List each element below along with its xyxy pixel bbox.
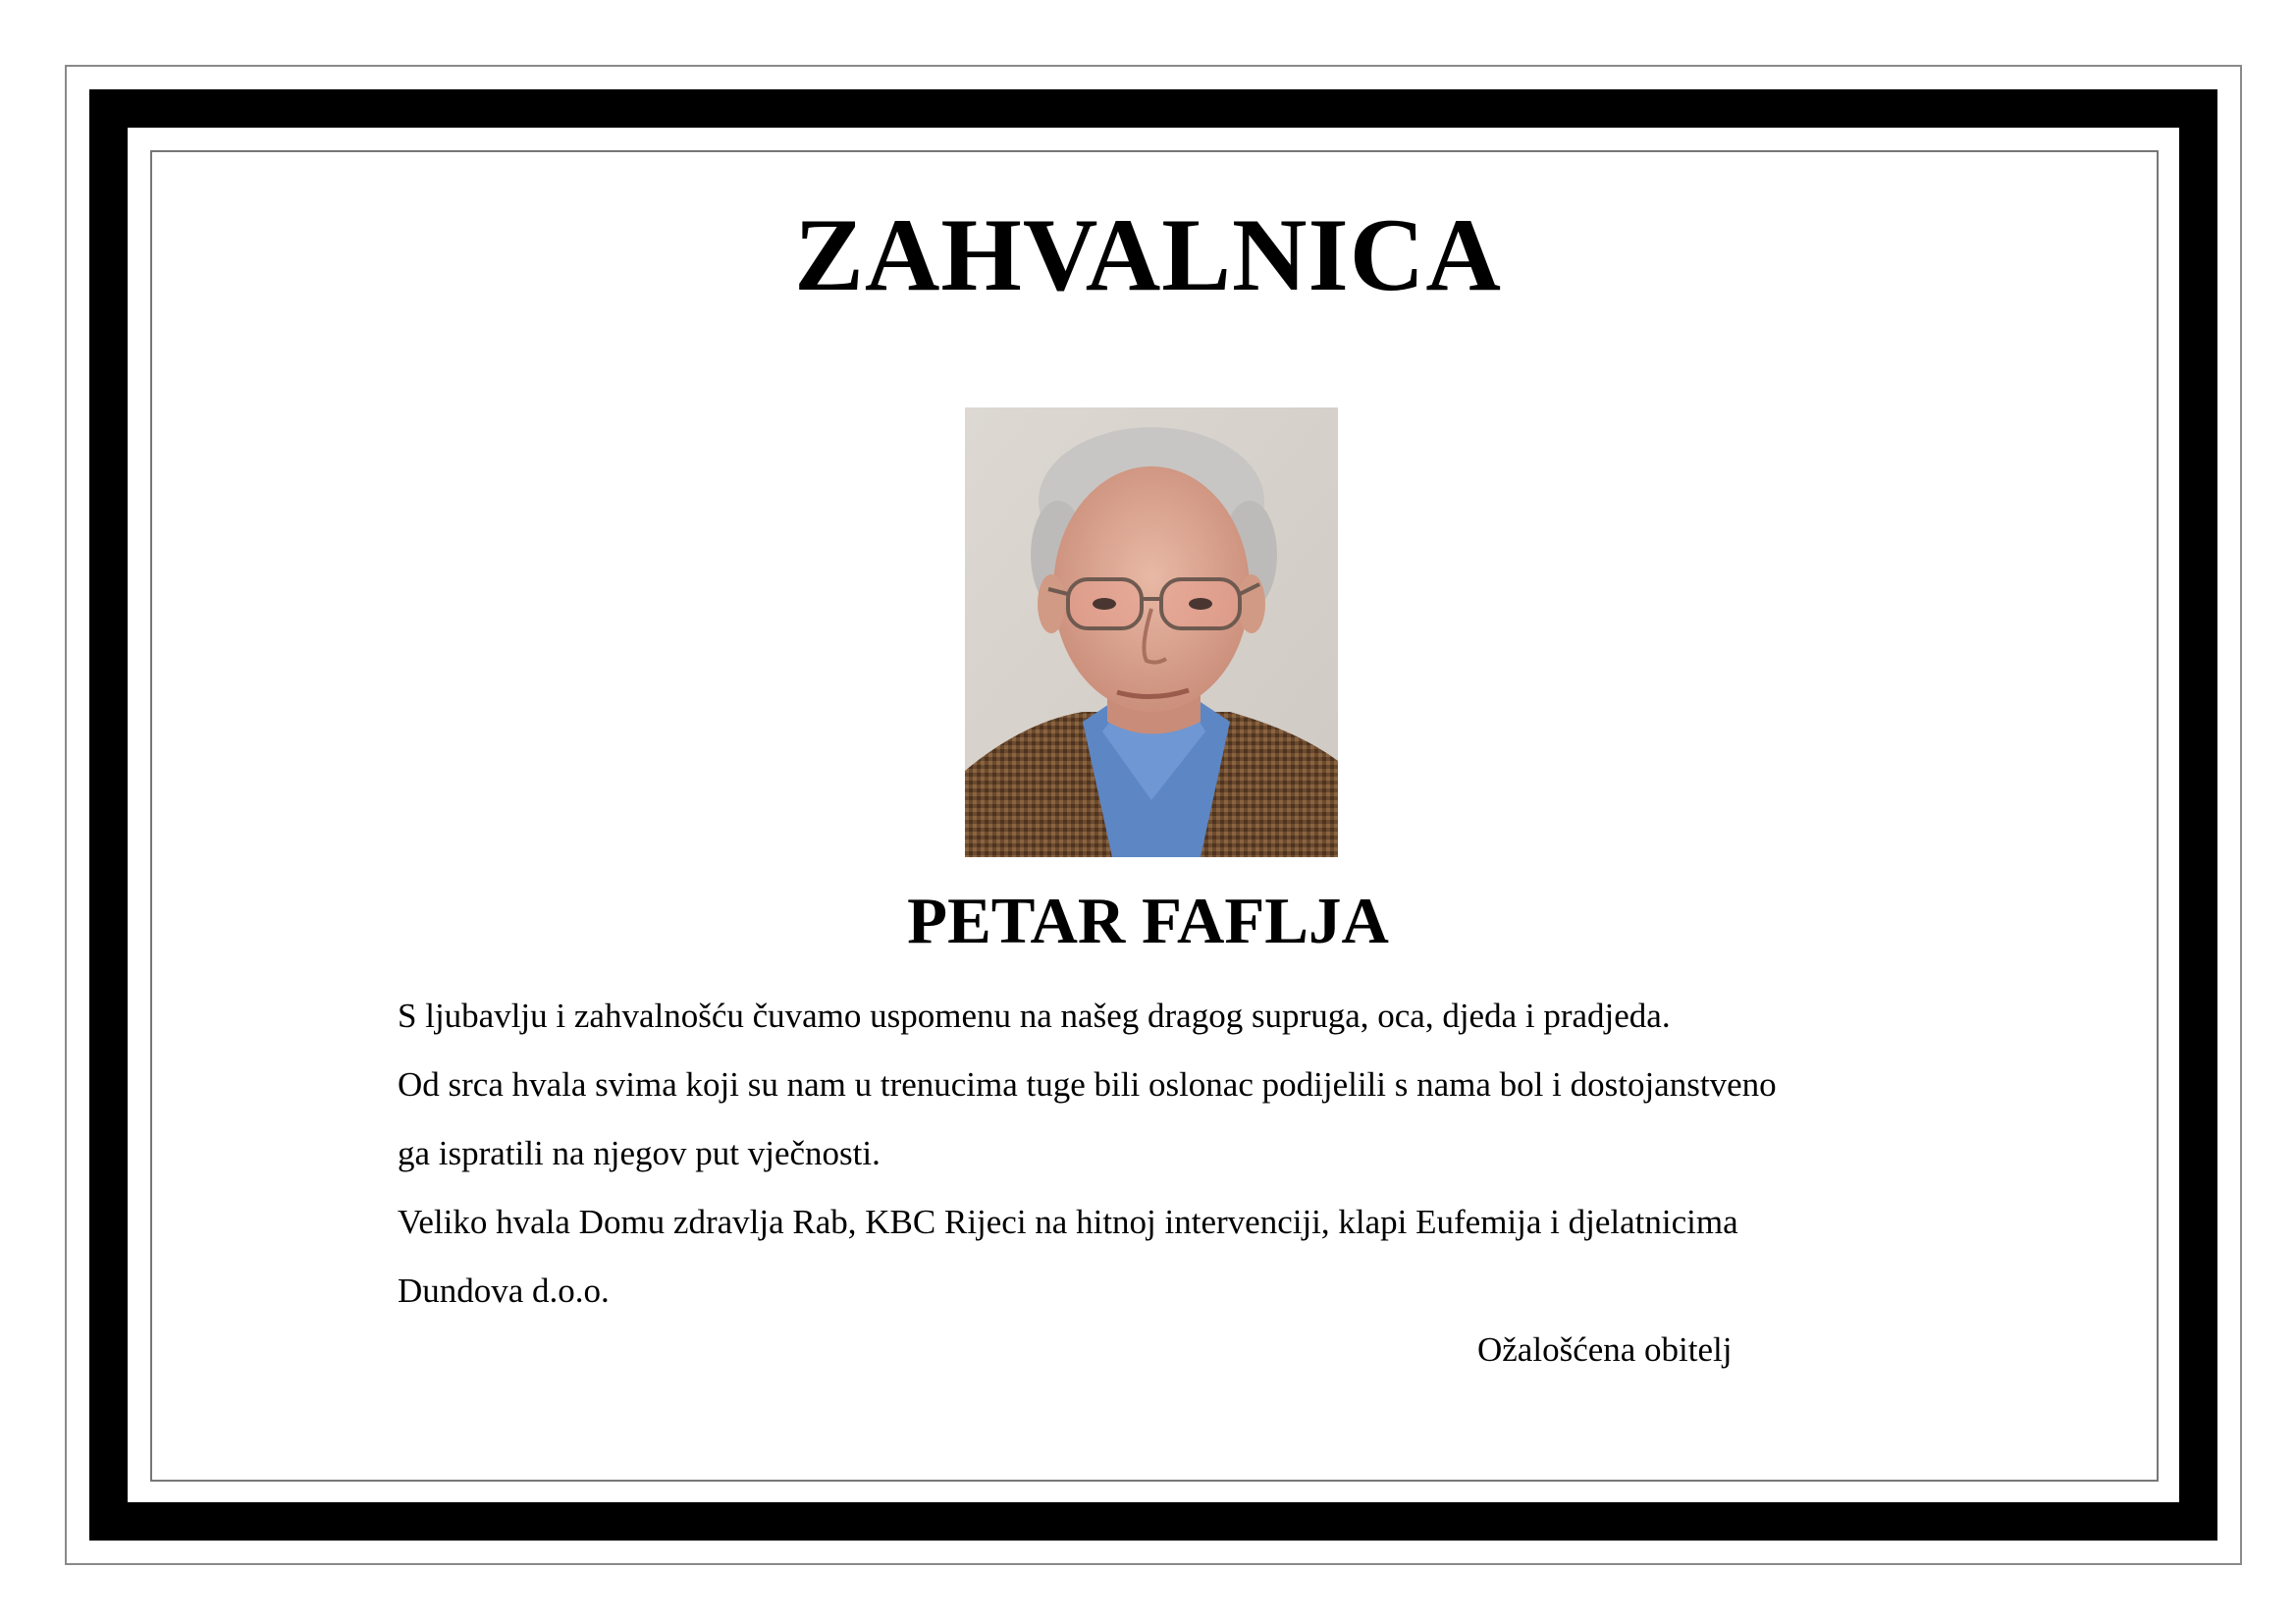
message-line: Od srca hvala svima koji su nam u trenucima tuge bili oslonac podijelili s nama bol i dostojanstveno: [398, 1065, 1777, 1104]
thank-you-message: [398, 982, 1968, 1326]
deceased-name: PETAR FAFLJA: [907, 885, 1389, 957]
message-line: Veliko hvala Domu zdravlja Rab, KBC Rijeci na hitnoj intervenciji, klapi Eufemija i djelatnicima: [398, 1203, 1738, 1241]
portrait-photo: [965, 407, 1338, 857]
family-signature: Ožalošćena obitelj: [1477, 1330, 1733, 1369]
message-line: ga ispratili na njegov put vječnosti.: [398, 1134, 881, 1172]
message-line: Dundova d.o.o.: [398, 1272, 610, 1310]
page-title: ZAHVALNICA: [794, 197, 1502, 312]
message-line: S ljubavlju i zahvalnošću čuvamo uspomenu na našeg dragog supruga, oca, djeda i pradjeda.: [398, 997, 1671, 1035]
